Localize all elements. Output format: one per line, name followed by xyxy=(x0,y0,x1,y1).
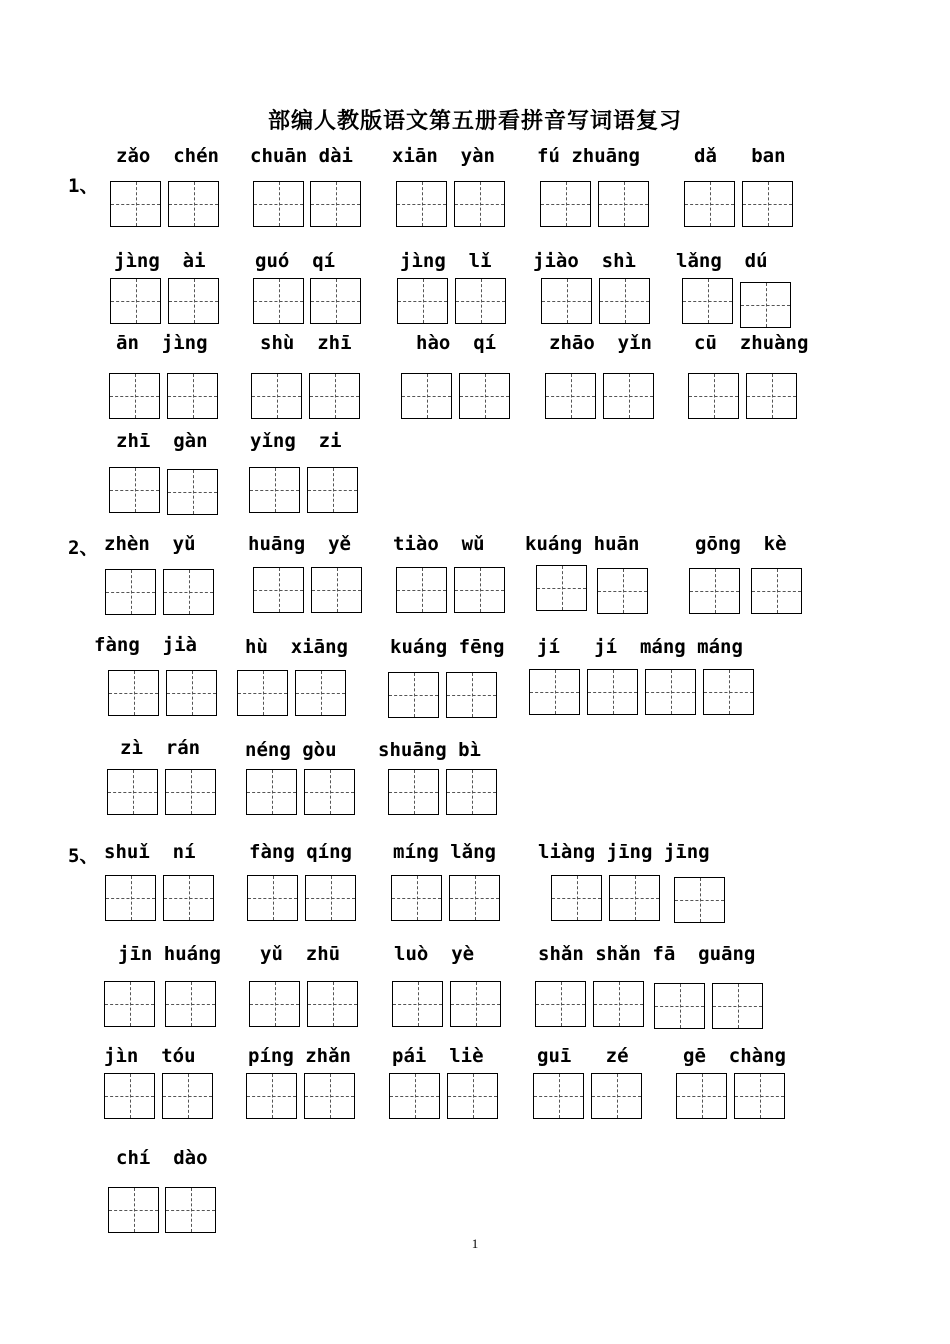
pinyin-label: liàng jīng jīng xyxy=(538,841,710,863)
writing-box[interactable] xyxy=(247,875,298,921)
writing-box[interactable] xyxy=(253,181,304,227)
writing-box[interactable] xyxy=(540,181,591,227)
pinyin-label: jìng lǐ xyxy=(400,250,492,272)
writing-box[interactable] xyxy=(107,769,158,815)
pinyin-label: chuān dài xyxy=(250,145,353,167)
pinyin-label: huāng yě xyxy=(248,533,351,555)
writing-box[interactable] xyxy=(249,467,300,513)
writing-box[interactable] xyxy=(104,981,155,1027)
writing-box[interactable] xyxy=(305,875,356,921)
pinyin-label: yǔ zhū xyxy=(260,943,341,965)
writing-box[interactable] xyxy=(688,373,739,419)
pinyin-label: píng zhǎn xyxy=(248,1045,351,1067)
writing-box[interactable] xyxy=(249,981,300,1027)
writing-box[interactable] xyxy=(446,672,497,718)
writing-box[interactable] xyxy=(609,875,660,921)
writing-box[interactable] xyxy=(105,569,156,615)
writing-box[interactable] xyxy=(309,373,360,419)
writing-box[interactable] xyxy=(391,875,442,921)
pinyin-label: kuáng fēng xyxy=(390,636,505,658)
section-number: 1、 xyxy=(68,175,99,197)
writing-box[interactable] xyxy=(454,567,505,613)
writing-box[interactable] xyxy=(165,769,216,815)
writing-box[interactable] xyxy=(110,181,161,227)
pinyin-label: zhāo yǐn xyxy=(549,332,652,354)
writing-box[interactable] xyxy=(529,669,580,715)
writing-box[interactable] xyxy=(311,567,362,613)
writing-box[interactable] xyxy=(734,1073,785,1119)
writing-box[interactable] xyxy=(310,278,361,324)
writing-box[interactable] xyxy=(110,278,161,324)
pinyin-label: zì rán xyxy=(120,737,201,759)
pinyin-label: shǎn shǎn fā guāng xyxy=(538,943,756,965)
writing-box[interactable] xyxy=(388,769,439,815)
writing-box[interactable] xyxy=(599,278,650,324)
writing-box[interactable] xyxy=(163,875,214,921)
writing-box[interactable] xyxy=(304,1073,355,1119)
writing-box[interactable] xyxy=(533,1073,584,1119)
writing-box[interactable] xyxy=(593,981,644,1027)
writing-box[interactable] xyxy=(447,1073,498,1119)
pinyin-label: shuāng bì xyxy=(378,739,481,761)
writing-box[interactable] xyxy=(167,469,218,515)
writing-box[interactable] xyxy=(536,565,587,611)
writing-box[interactable] xyxy=(389,1073,440,1119)
pinyin-label: zhèn yǔ xyxy=(104,533,196,555)
writing-box[interactable] xyxy=(392,981,443,1027)
writing-box[interactable] xyxy=(396,567,447,613)
writing-box[interactable] xyxy=(163,569,214,615)
writing-box[interactable] xyxy=(104,1073,155,1119)
writing-box[interactable] xyxy=(162,1073,213,1119)
pinyin-label: cū zhuàng xyxy=(694,332,809,354)
writing-box[interactable] xyxy=(591,1073,642,1119)
writing-box[interactable] xyxy=(109,467,160,513)
pinyin-label: dǎ ban xyxy=(694,145,786,167)
writing-box[interactable] xyxy=(165,1187,216,1233)
pinyin-label: xiān yàn xyxy=(392,145,495,167)
pinyin-label: néng gòu xyxy=(245,739,337,761)
writing-box[interactable] xyxy=(253,278,304,324)
pinyin-label: míng lǎng xyxy=(393,841,496,863)
writing-box[interactable] xyxy=(307,467,358,513)
writing-box[interactable] xyxy=(454,181,505,227)
writing-box[interactable] xyxy=(388,672,439,718)
writing-box[interactable] xyxy=(108,670,159,716)
writing-box[interactable] xyxy=(455,278,506,324)
writing-box[interactable] xyxy=(587,669,638,715)
writing-box[interactable] xyxy=(703,669,754,715)
pinyin-label: hù xiāng xyxy=(245,636,348,658)
writing-box[interactable] xyxy=(740,282,791,328)
writing-box[interactable] xyxy=(597,568,648,614)
writing-box[interactable] xyxy=(304,769,355,815)
writing-box[interactable] xyxy=(396,181,447,227)
writing-box[interactable] xyxy=(105,875,156,921)
pinyin-label: jìng ài xyxy=(114,250,206,272)
writing-box[interactable] xyxy=(253,567,304,613)
writing-box[interactable] xyxy=(684,181,735,227)
writing-box[interactable] xyxy=(645,669,696,715)
pinyin-label: jí jí máng máng xyxy=(537,636,743,658)
writing-box[interactable] xyxy=(165,981,216,1027)
writing-box[interactable] xyxy=(682,278,733,324)
writing-box[interactable] xyxy=(246,769,297,815)
pinyin-label: shù zhī xyxy=(260,332,352,354)
pinyin-label: jīn huáng xyxy=(118,943,221,965)
writing-box[interactable] xyxy=(397,278,448,324)
pinyin-label: tiào wǔ xyxy=(393,533,485,555)
writing-box[interactable] xyxy=(746,373,797,419)
pinyin-label: zhī gàn xyxy=(116,430,208,452)
writing-box[interactable] xyxy=(295,670,346,716)
writing-box[interactable] xyxy=(603,373,654,419)
writing-box[interactable] xyxy=(535,981,586,1027)
section-number: 2、 xyxy=(68,537,99,559)
page-number: 1 xyxy=(471,1236,479,1251)
pinyin-label: guó qí xyxy=(255,250,336,272)
pinyin-label: hào qí xyxy=(416,332,497,354)
writing-box[interactable] xyxy=(551,875,602,921)
writing-box[interactable] xyxy=(449,875,500,921)
writing-box[interactable] xyxy=(108,1187,159,1233)
pinyin-label: luò yè xyxy=(394,943,475,965)
writing-box[interactable] xyxy=(545,373,596,419)
writing-box[interactable] xyxy=(689,568,740,614)
writing-box[interactable] xyxy=(598,181,649,227)
pinyin-label: fàng qíng xyxy=(249,841,352,863)
pinyin-label: pái liè xyxy=(392,1045,484,1067)
writing-box[interactable] xyxy=(166,670,217,716)
pinyin-label: lǎng dú xyxy=(676,250,768,272)
writing-box[interactable] xyxy=(712,983,763,1029)
pinyin-label: gōng kè xyxy=(695,533,787,555)
writing-box[interactable] xyxy=(742,181,793,227)
pinyin-label: yǐng zi xyxy=(250,430,342,452)
pinyin-label: guī zé xyxy=(537,1045,629,1067)
writing-box[interactable] xyxy=(676,1073,727,1119)
writing-box[interactable] xyxy=(246,1073,297,1119)
pinyin-label: jìn tóu xyxy=(104,1045,196,1067)
pinyin-label: jiào shì xyxy=(533,250,636,272)
writing-box[interactable] xyxy=(168,278,219,324)
writing-box[interactable] xyxy=(674,877,725,923)
writing-box[interactable] xyxy=(450,981,501,1027)
pinyin-label: chí dào xyxy=(116,1147,208,1169)
writing-box[interactable] xyxy=(751,568,802,614)
pinyin-label: ān jìng xyxy=(116,332,208,354)
writing-box[interactable] xyxy=(237,670,288,716)
writing-box[interactable] xyxy=(401,373,452,419)
writing-box[interactable] xyxy=(251,373,302,419)
writing-box[interactable] xyxy=(168,181,219,227)
writing-box[interactable] xyxy=(307,981,358,1027)
writing-box[interactable] xyxy=(654,983,705,1029)
section-number: 5、 xyxy=(68,845,99,867)
page-title: 部编人教版语文第五册看拼音写词语复习 xyxy=(267,109,682,134)
pinyin-label: fàng jià xyxy=(94,634,197,656)
pinyin-label: gē chàng xyxy=(683,1045,786,1067)
pinyin-label: kuáng huān xyxy=(525,533,640,555)
writing-box[interactable] xyxy=(310,181,361,227)
writing-box[interactable] xyxy=(446,769,497,815)
pinyin-label: fú zhuāng xyxy=(537,145,640,167)
writing-box[interactable] xyxy=(541,278,592,324)
pinyin-label: zǎo chén xyxy=(116,145,219,167)
writing-box[interactable] xyxy=(109,373,160,419)
pinyin-label: shuǐ ní xyxy=(104,841,196,863)
writing-box[interactable] xyxy=(459,373,510,419)
writing-box[interactable] xyxy=(167,373,218,419)
